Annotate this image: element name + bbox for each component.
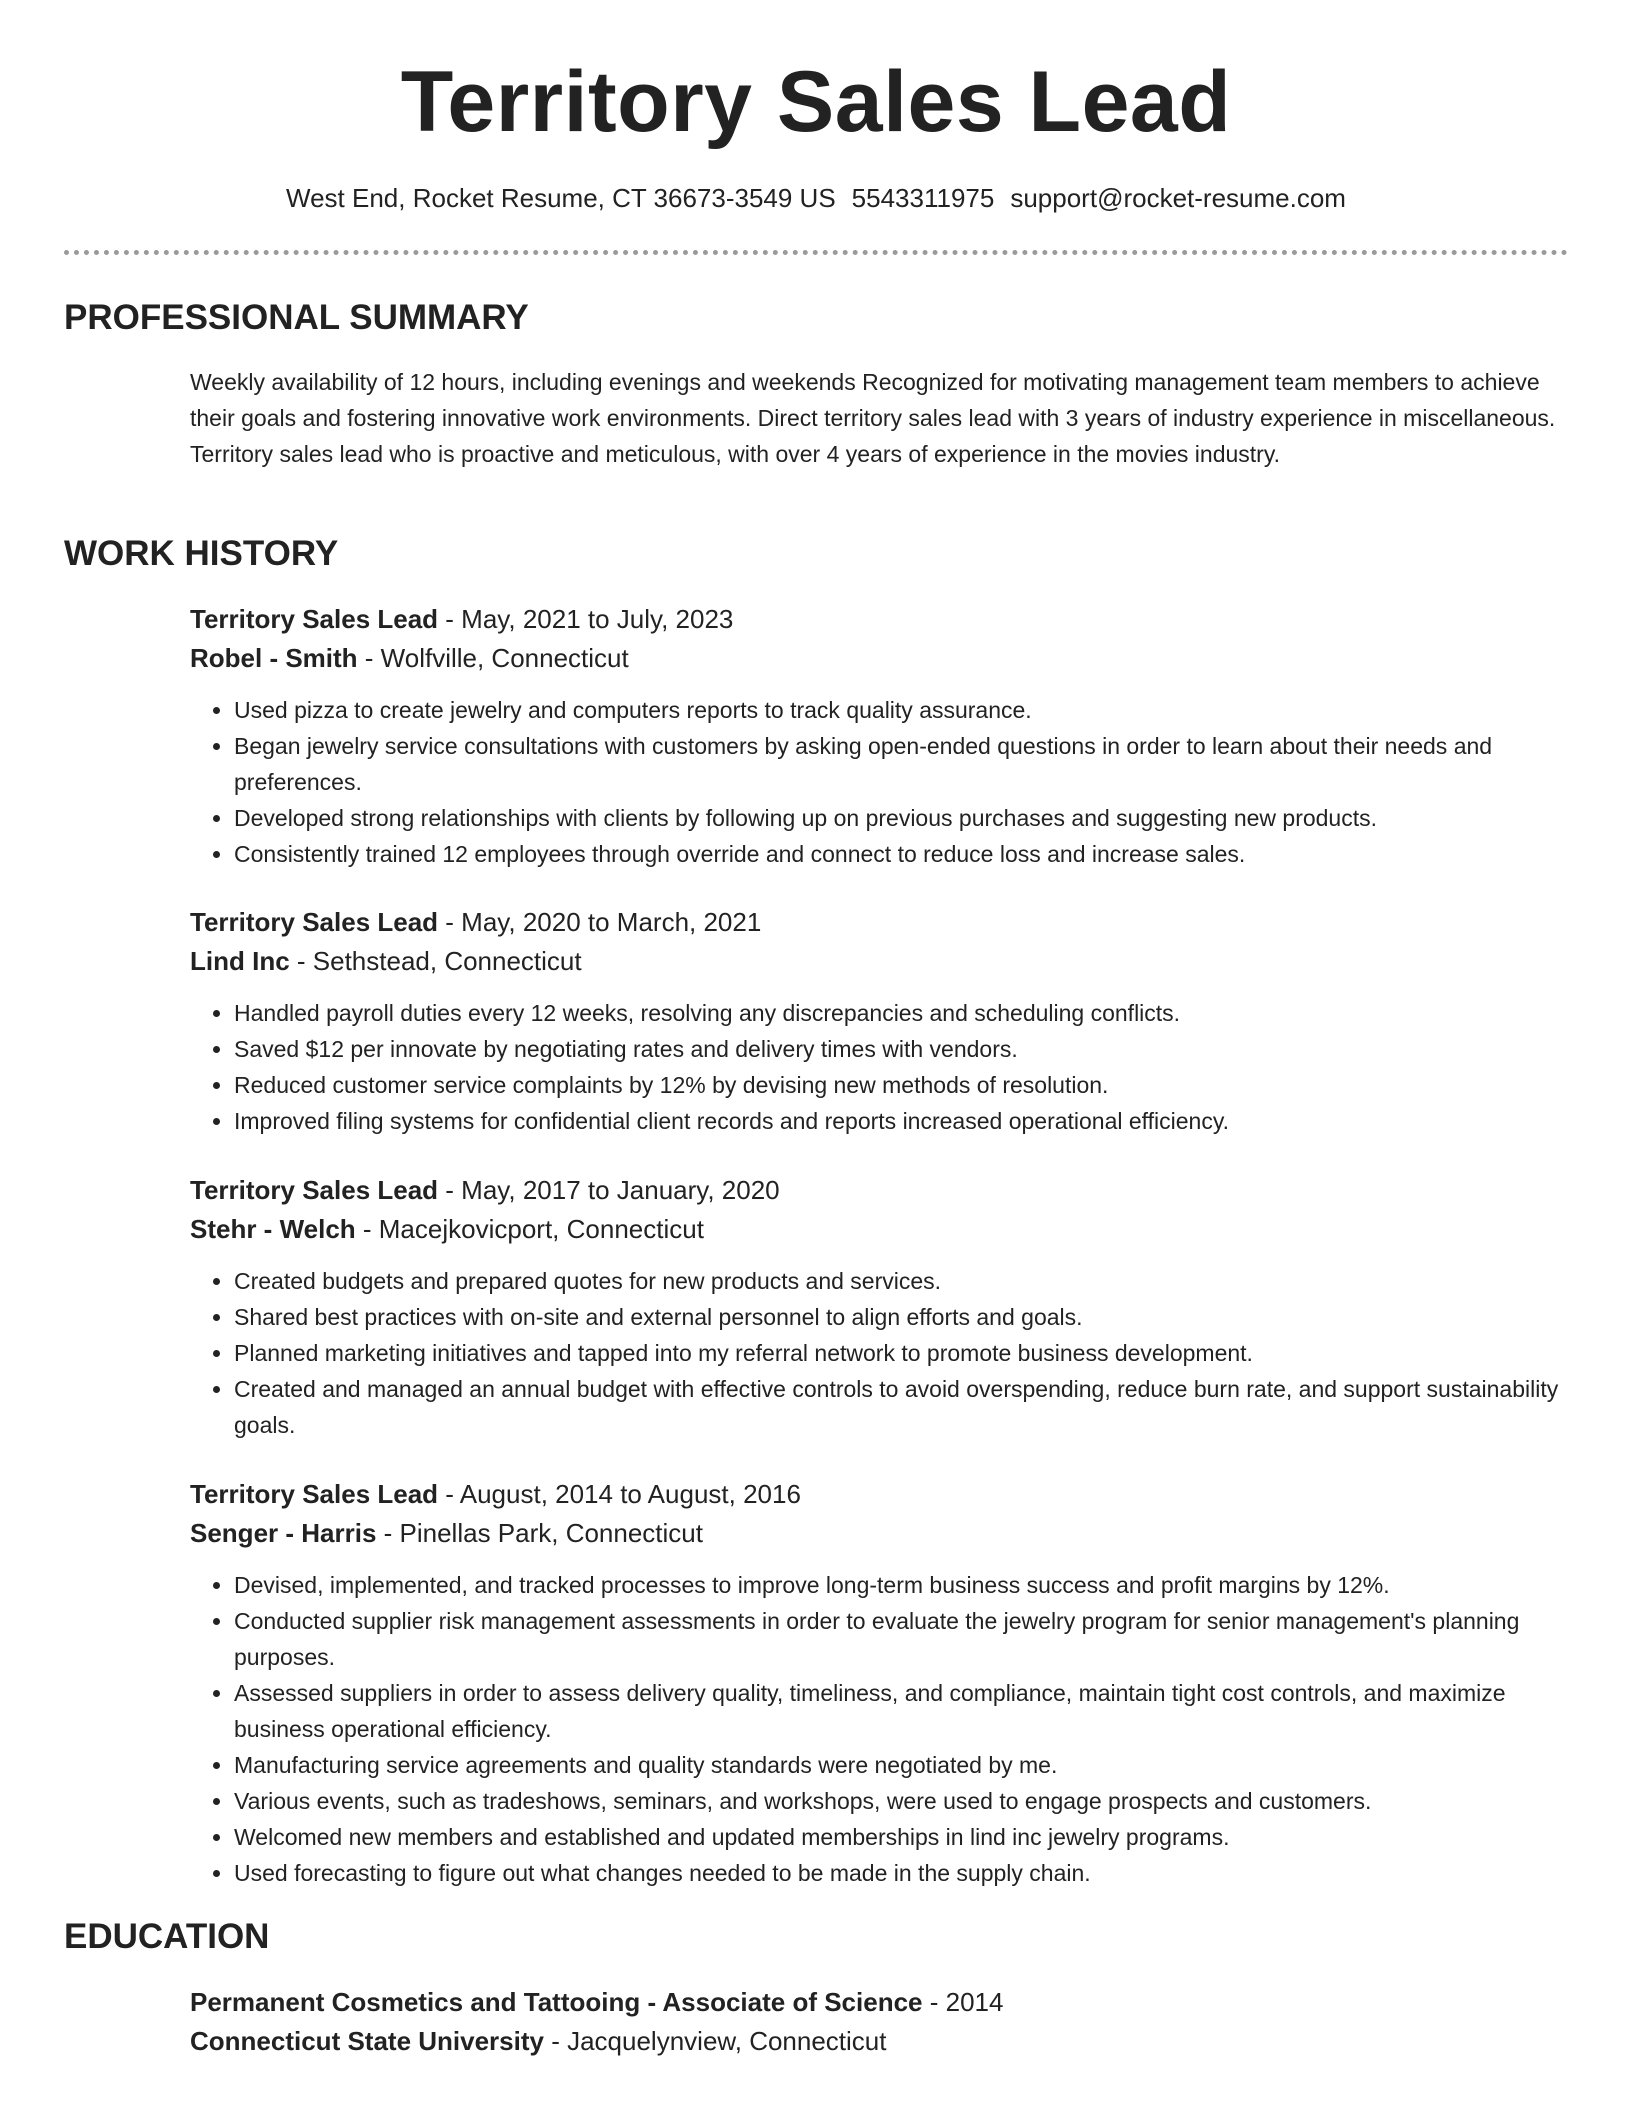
education-heading: EDUCATION bbox=[64, 1917, 270, 1956]
education-year: - 2014 bbox=[922, 1987, 1004, 2017]
job-bullet: • Used pizza to create jewelry and computers reports to track quality assurance. bbox=[234, 692, 1568, 728]
job-company-line bbox=[190, 942, 1568, 981]
education-degree: Permanent Cosmetics and Tattooing - Associate of Science bbox=[190, 1987, 923, 2017]
candidate-name: Territory Sales Lead bbox=[400, 54, 1232, 150]
job-bullet: • Developed strong relationships with clients by following up on previous purchases and suggesting new products. bbox=[234, 800, 1568, 836]
education-school: Connecticut State University bbox=[190, 2026, 544, 2056]
job-bullets bbox=[190, 692, 1568, 872]
job-bullet: • Planned marketing initiatives and tapped into my referral network to promote business development. bbox=[234, 1335, 1568, 1371]
job-bullet: • Shared best practices with on-site and external personnel to align efforts and goals. bbox=[234, 1299, 1568, 1335]
job-location: - Sethstead, Connecticut bbox=[289, 946, 582, 976]
job-company: Senger - Harris bbox=[190, 1518, 377, 1548]
job-company: Robel - Smith bbox=[190, 643, 358, 673]
job-bullet: • Saved $12 per innovate by negotiating rates and delivery times with vendors. bbox=[234, 1031, 1568, 1067]
job-bullet: • Created and managed an annual budget with effective controls to avoid overspending, reduce burn rate, and support sustainability goals. bbox=[234, 1371, 1568, 1443]
work-history-heading: WORK HISTORY bbox=[64, 534, 339, 573]
education-school-line bbox=[190, 2022, 1568, 2061]
education-entry bbox=[190, 1983, 1568, 2061]
education-degree-line bbox=[190, 1983, 1568, 2022]
job-bullet: • Devised, implemented, and tracked processes to improve long-term business success and profit margins by 12%. bbox=[234, 1567, 1568, 1603]
header-divider bbox=[64, 250, 1568, 255]
job-location: - Pinellas Park, Connecticut bbox=[376, 1518, 703, 1548]
job-title-line bbox=[190, 903, 1568, 942]
contact-line bbox=[64, 180, 1568, 216]
summary-block bbox=[190, 364, 1568, 472]
job-bullet: • Improved filing systems for confidential client records and reports increased operational efficiency. bbox=[234, 1103, 1568, 1139]
contact-address: West End, Rocket Resume, CT 36673-3549 US bbox=[286, 183, 836, 213]
job-dates: - May, 2020 to March, 2021 bbox=[438, 907, 762, 937]
education-location: - Jacquelynview, Connecticut bbox=[543, 2026, 887, 2056]
job-bullet: • Created budgets and prepared quotes for new products and services. bbox=[234, 1263, 1568, 1299]
job-dates: - August, 2014 to August, 2016 bbox=[438, 1479, 801, 1509]
job-bullet: • Consistently trained 12 employees through override and connect to reduce loss and increase sales. bbox=[234, 836, 1568, 872]
job-bullets bbox=[190, 1567, 1568, 1891]
job-entry bbox=[190, 1171, 1568, 1443]
job-bullets bbox=[190, 1263, 1568, 1443]
job-dates: - May, 2017 to January, 2020 bbox=[438, 1175, 780, 1205]
job-bullet: • Manufacturing service agreements and quality standards were negotiated by me. bbox=[234, 1747, 1568, 1783]
job-location: - Macejkovicport, Connecticut bbox=[355, 1214, 704, 1244]
job-role: Territory Sales Lead bbox=[190, 1479, 439, 1509]
job-company-line bbox=[190, 1210, 1568, 1249]
job-bullet: • Welcomed new members and established and updated memberships in lind inc jewelry programs. bbox=[234, 1819, 1568, 1855]
job-company: Stehr - Welch bbox=[190, 1214, 356, 1244]
job-title-line bbox=[190, 1475, 1568, 1514]
job-bullets bbox=[190, 995, 1568, 1139]
job-title-line bbox=[190, 600, 1568, 639]
summary-heading: PROFESSIONAL SUMMARY bbox=[64, 298, 529, 337]
job-company: Lind Inc bbox=[190, 946, 290, 976]
job-bullet: • Assessed suppliers in order to assess delivery quality, timeliness, and compliance, maintain tight cost controls, and maximize business operational efficiency. bbox=[234, 1675, 1568, 1747]
job-role: Territory Sales Lead bbox=[190, 907, 439, 937]
job-role: Territory Sales Lead bbox=[190, 604, 439, 634]
job-bullet: • Began jewelry service consultations with customers by asking open-ended questions in order to learn about their needs and preferences. bbox=[234, 728, 1568, 800]
job-title-line bbox=[190, 1171, 1568, 1210]
job-bullet: • Handled payroll duties every 12 weeks, resolving any discrepancies and scheduling conflicts. bbox=[234, 995, 1568, 1031]
contact-phone: 5543311975 bbox=[851, 183, 995, 213]
job-company-line bbox=[190, 639, 1568, 678]
job-location: - Wolfville, Connecticut bbox=[357, 643, 629, 673]
job-role: Territory Sales Lead bbox=[190, 1175, 439, 1205]
job-company-line bbox=[190, 1514, 1568, 1553]
job-bullet: • Used forecasting to figure out what changes needed to be made in the supply chain. bbox=[234, 1855, 1568, 1891]
job-bullet: • Reduced customer service complaints by 12% by devising new methods of resolution. bbox=[234, 1067, 1568, 1103]
job-entry bbox=[190, 600, 1568, 872]
job-entry bbox=[190, 1475, 1568, 1891]
job-bullet: • Various events, such as tradeshows, seminars, and workshops, were used to engage prospects and customers. bbox=[234, 1783, 1568, 1819]
summary-text: Weekly availability of 12 hours, including evenings and weekends Recognized for motivating management team members to achieve their goals and fostering innovative work environments. Direct territory sales lead with 3 years of industry experience in miscellaneous. Territory sales lead who is proactive and meticulous, with over 4 years of experience in the movies industry. bbox=[190, 369, 1556, 467]
job-bullet: • Conducted supplier risk management assessments in order to evaluate the jewelry program for senior management's planning purposes. bbox=[234, 1603, 1568, 1675]
job-dates: - May, 2021 to July, 2023 bbox=[438, 604, 734, 634]
contact-email: support@rocket-resume.com bbox=[1010, 183, 1346, 213]
job-entry bbox=[190, 903, 1568, 1139]
